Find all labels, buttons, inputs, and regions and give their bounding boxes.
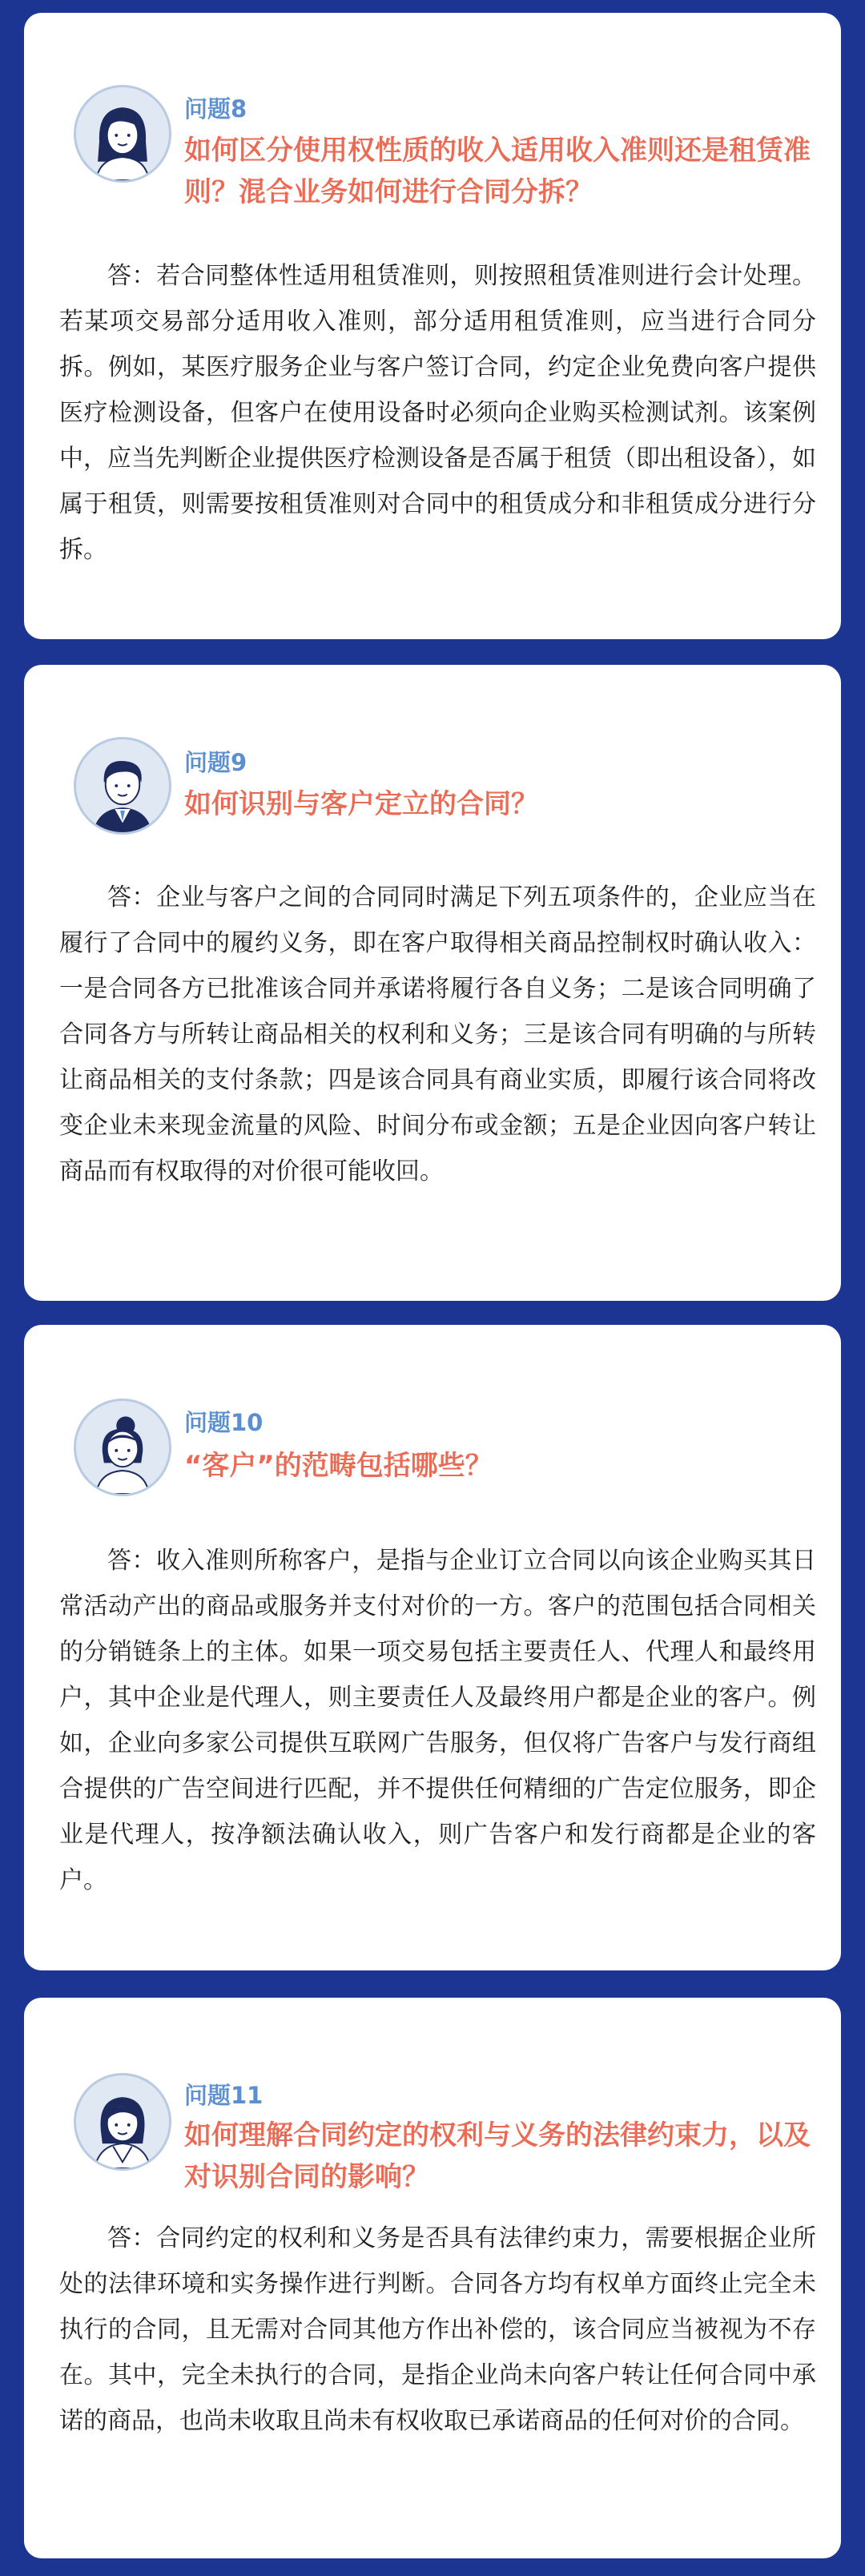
answer-text: 答：合同约定的权利和义务是否具有法律约束力，需要根据企业所处的法律环境和实务操作进行判断。合同各方均有权单方面终止完全未执行的合同，且无需对合同其他方作出补偿的，该合同应当被视为不存在。其中，完全未执行的合同，是指企业尚未向客户转让任何合同中承诺的商品，也尚未收取且尚未有权收取已承诺商品的任何对价的合同。 — [59, 2224, 816, 2435]
answer-text: 答：若合同整体性适用租赁准则，则按照租赁准则进行会计处理。若某项交易部分适用收入准则，部分适用租赁准则，应当进行合同分拆。例如，某医疗服务企业与客户签订合同，约定企业免费向客户提供医疗检测设备，但客户在使用设备时必须向企业购买检测试剂。该案例中，应当先判断企业提供医疗检测设备是否属于租赁（即出租设备），如属于租赁，则需要按租赁准则对合同中的租赁成分和非租赁成分进行分拆。 — [59, 262, 816, 564]
qa-card-8 — [24, 13, 841, 639]
qa-card-11 — [24, 1998, 841, 2558]
avatar-female-icon — [74, 1399, 171, 1496]
question-title: “客户”的范畴包括哪些？ — [184, 1450, 493, 1482]
question-title: 如何理解合同约定的权利与义务的法律约束力，以及对识别合同的影响？ — [184, 2119, 811, 2193]
qa-card-9 — [24, 665, 841, 1301]
question-label: 问题8 — [184, 95, 247, 123]
question-label: 问题11 — [184, 2082, 264, 2109]
question-label: 问题9 — [184, 749, 247, 776]
avatar-female-icon — [74, 2073, 171, 2171]
answer-text: 答：企业与客户之间的合同同时满足下列五项条件的，企业应当在履行了合同中的履约义务，即在客户取得相关商品控制权时确认收入：一是合同各方已批准该合同并承诺将履行各自义务；二是该合同明确了合同各方与所转让商品相关的权利和义务；三是该合同有明确的与所转让商品相关的支付条款；四是该合同具有商业实质，即履行该合同将改变企业未来现金流量的风险、时间分布或金额；五是企业因向客户转让商品而有权取得的对价很可能收回。 — [59, 883, 816, 1185]
qa-card-10 — [24, 1325, 841, 1970]
question-title: 如何识别与客户定立的合同？ — [184, 788, 538, 820]
question-title: 如何区分使用权性质的收入适用收入准则还是租赁准则？混合业务如何进行合同分拆？ — [184, 135, 811, 208]
avatar-male-icon — [74, 737, 171, 835]
answer-text: 答：收入准则所称客户，是指与企业订立合同以向该企业购买其日常活动产出的商品或服务并支付对价的一方。客户的范围包括合同相关的分销链条上的主体。如果一项交易包括主要责任人、代理人和最终用户，其中企业是代理人，则主要责任人及最终用户都是企业的客户。例如，企业向多家公司提供互联网广告服务，但仅将广告客户与发行商组合提供的广告空间进行匹配，并不提供任何精细的广告定位服务，即企业是代理人，按净额法确认收入，则广告客户和发行商都是企业的客户。 — [59, 1547, 816, 1894]
question-label: 问题10 — [184, 1409, 264, 1436]
avatar-female-icon — [74, 85, 171, 183]
